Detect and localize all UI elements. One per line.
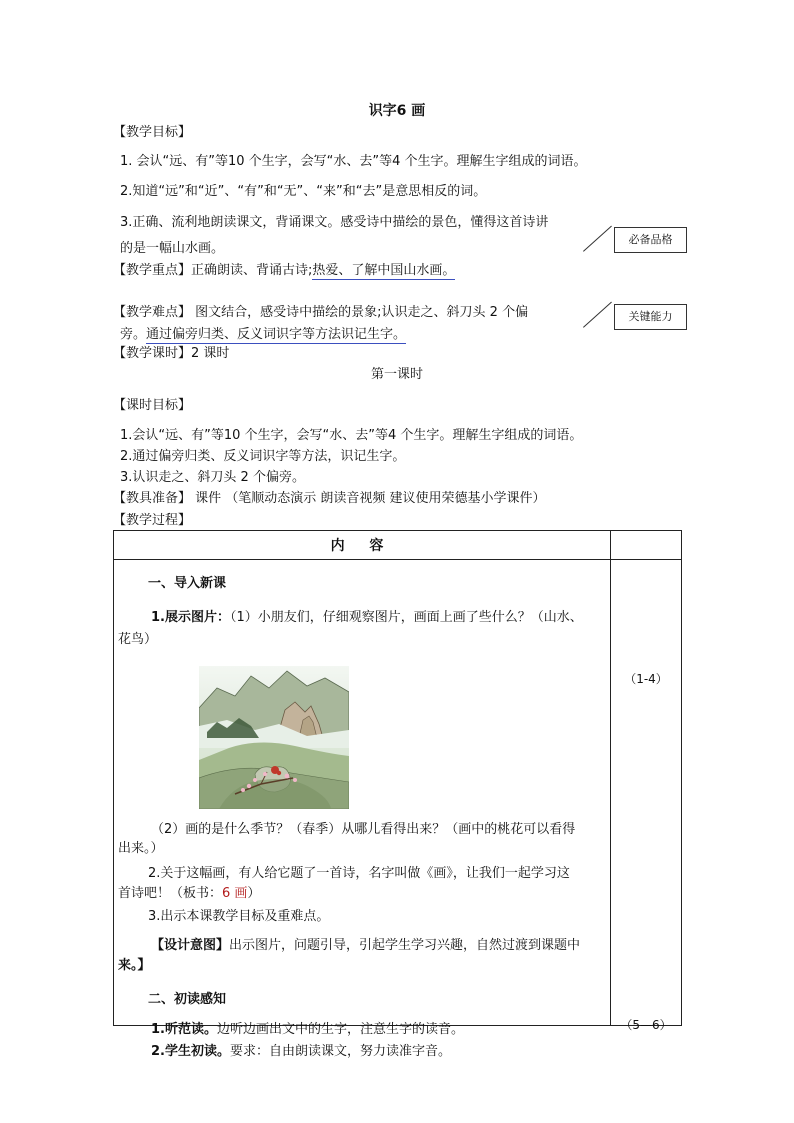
design-text: 出示图片，问题引导，引起学生学习兴趣，自然过渡到课题中 (229, 938, 581, 953)
item-3: 3.出示本课教学目标及重难点。 (148, 909, 330, 924)
item-2-line1: 2.关于这幅画，有人给它题了一首诗，名字叫做《画》，让我们一起学习这 (148, 866, 570, 881)
tools-line: 【教具准备】 课件 （笔顺动态演示 朗读音视频 建议使用荣德基小学课件） (113, 491, 546, 506)
item-2-line2 (118, 882, 260, 901)
slide-range-1: （1-4） (624, 672, 668, 686)
listen-text: 边听边画出文中的生字，注意生字的读音。 (216, 1022, 464, 1037)
listen-label: 1.听范读。 (151, 1022, 217, 1037)
process-heading: 【教学过程】 (113, 513, 192, 528)
difficulty-text2a: 旁。 (120, 327, 147, 342)
doc-title: 识字6 画 (368, 103, 426, 119)
content-cell (114, 560, 611, 1059)
callout-essential-character: 必备品格 (614, 227, 687, 253)
design-intent-cont: 来。】 (118, 958, 151, 973)
board-writing-title: 6 画 (222, 886, 248, 901)
read-label: 2.学生初读。 (151, 1044, 230, 1059)
goal-3: 3.正确、流利地朗读课文，背诵课文。感受诗中描绘的景色，懂得这首诗讲 (120, 215, 549, 230)
section-1-heading: 一、导入新课 (148, 576, 227, 591)
item-1-cont: 花鸟） (118, 632, 158, 647)
key-points (113, 259, 455, 278)
goal-2: 2.知道“远”和“近”、“有”和“无”、“来”和“去”是意思相反的词。 (120, 184, 487, 199)
difficulty-line2 (120, 323, 406, 342)
period-goals-heading: 【课时目标】 (113, 398, 192, 413)
difficulty-label: 【教学难点】 (113, 305, 192, 320)
question-2-line1: （2）画的是什么季节？（春季）从哪儿看得出来？（画中的桃花可以看得 (151, 822, 576, 837)
difficulty-text: 图文结合，感受诗中描绘的景象;认识走之、斜刀头 2 个偏 (191, 305, 529, 320)
section-2-heading: 二、初读感知 (148, 992, 227, 1007)
item-2-close: ） (247, 886, 261, 901)
listen-step (151, 1018, 464, 1037)
key-label: 【教学重点】 (113, 263, 192, 278)
goal-1: 1. 会认“远、有”等10 个生字，会写“水、去”等4 个生字。理解生字组成的词语。 (120, 154, 587, 169)
teaching-process-table (113, 530, 682, 1059)
design-intent (151, 934, 580, 953)
table-header-blank (611, 531, 682, 560)
slide-range-2: （5—6） (620, 1018, 672, 1032)
key-text-a: 正确朗读、背诵古诗; (191, 263, 313, 278)
table-header-content: 内 容 (114, 531, 611, 560)
goals-heading: 【教学目标】 (113, 125, 192, 140)
period-goal-1: 1.会认“远、有”等10 个生字，会写“水、去”等4 个生字。理解生字组成的词语。 (120, 428, 583, 443)
landscape-painting-svg (199, 666, 349, 809)
item-1-text: （1）小朋友们，仔细观察图片，画面上画了些什么？（山水、 (229, 610, 583, 625)
item-1-label: 1.展示图片： (151, 610, 230, 625)
difficulty-text2b: 通过偏旁归类、反义词识字等方法识记生字。 (146, 327, 407, 342)
lesson-title: 第一课时 (370, 367, 423, 382)
callout-key-ability: 关键能力 (614, 304, 687, 330)
slide-number-cell (611, 560, 682, 1032)
period-goal-3: 3.认识走之、斜刀头 2 个偏旁。 (120, 470, 305, 485)
callout-connector-2 (583, 302, 612, 328)
item-2-text: 首诗吧！（板书： (118, 886, 223, 901)
hours-line: 【教学课时】2 课时 (113, 346, 230, 361)
period-goal-2: 2.通过偏旁归类、反义词识字等方法，识记生字。 (120, 449, 406, 464)
design-label: 【设计意图】 (151, 938, 230, 953)
read-step (151, 1040, 451, 1059)
item-1 (151, 606, 583, 625)
landscape-painting-image (199, 666, 349, 809)
key-text-b: 热爱、了解中国山水画。 (312, 263, 456, 278)
read-text: 要求：自由朗读课文，努力读准字音。 (229, 1044, 451, 1059)
callout-connector-1 (583, 226, 612, 252)
difficulty-line1 (113, 301, 528, 320)
question-2-line2: 出来。） (118, 841, 164, 856)
goal-3-cont: 的是一幅山水画。 (120, 241, 225, 256)
